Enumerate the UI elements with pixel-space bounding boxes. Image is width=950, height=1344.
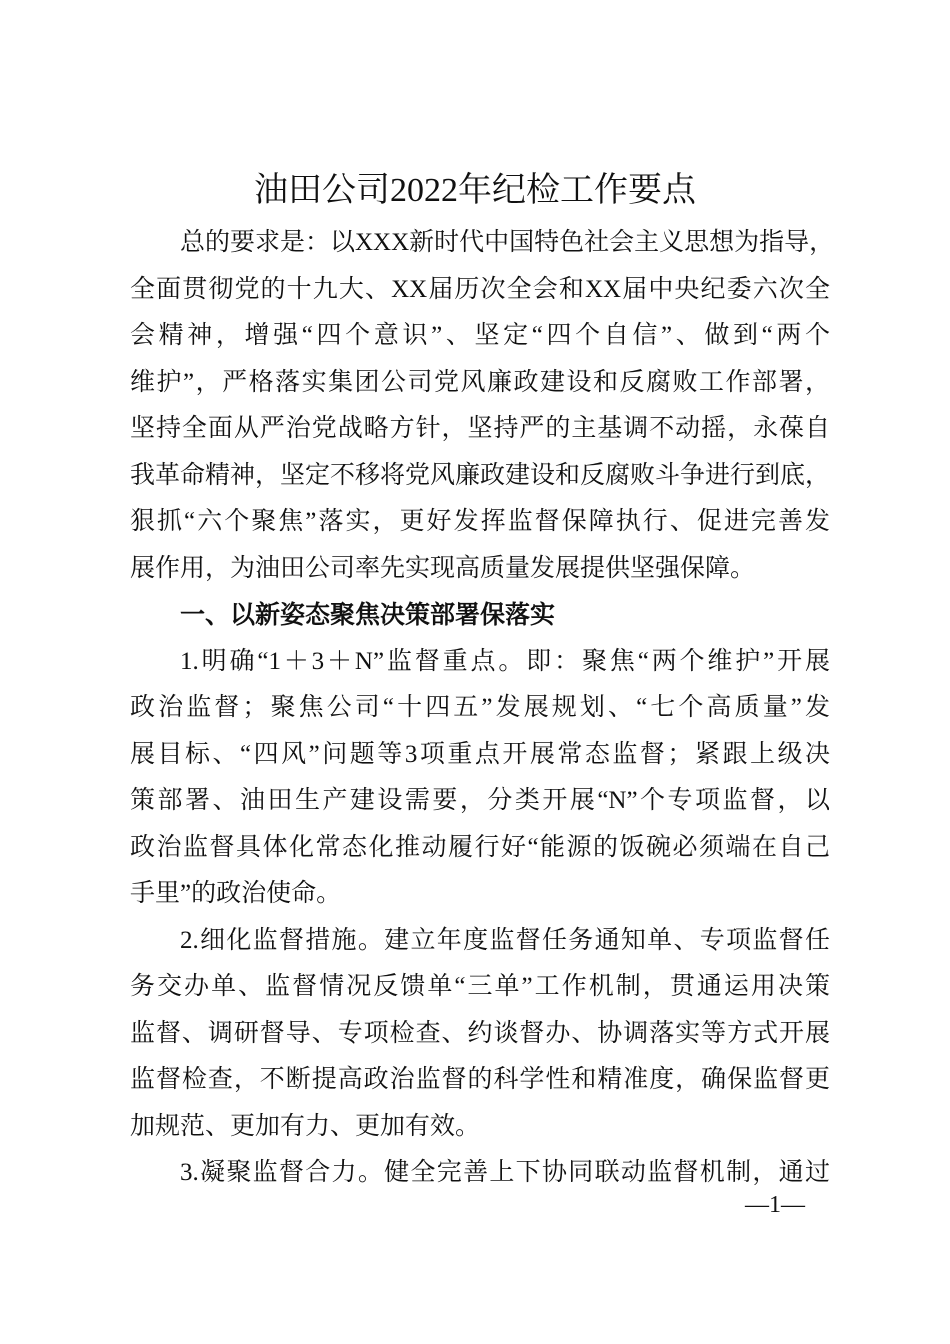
text-line: 监督、调研督导、专项检查、约谈督办、协调落实等方式开展 [130, 1019, 830, 1047]
paragraph [130, 220, 835, 592]
text-line: 2.细化监督措施。建立年度监督任务通知单、专项监督任 [180, 926, 830, 954]
text-line: 会精神，增强“四个意识”、坚定“四个自信”、做到“两个 [130, 322, 830, 349]
text-line: 1.明确“1＋3＋N”监督重点。即：聚焦“两个维护”开展 [180, 647, 830, 675]
text-line: 我革命精神，坚定不移将党风廉政建设和反腐败斗争进行到底， [130, 461, 831, 489]
text-line: 手里”的政治使命。 [130, 880, 342, 907]
text-line: 坚持全面从严治党战略方针，坚持严的主基调不动摇，永葆自 [130, 415, 830, 442]
page-number: —1— [745, 1192, 805, 1218]
text-line: 狠抓“六个聚焦”落实，更好发挥监督保障执行、促进完善发 [130, 508, 830, 535]
text-line: 一、以新姿态聚焦决策部署保落实 [180, 601, 556, 629]
document-title: 油田公司2022年纪检工作要点 [254, 172, 696, 209]
paragraph [130, 1150, 830, 1197]
text-line: 展作用，为油田公司率先实现高质量发展提供坚强保障。 [130, 554, 756, 582]
text-line: 加规范、更加有力、更加有效。 [130, 1112, 481, 1140]
section-heading [130, 592, 830, 639]
text-line: 全面贯彻党的十九大、XX届历次全会和XX届中央纪委六次全 [130, 275, 830, 303]
paragraph [130, 639, 830, 918]
document-body [130, 220, 835, 1197]
text-line: 策部署、油田生产建设需要，分类开展“N”个专项监督，以 [130, 787, 830, 814]
text-line: 务交办单、监督情况反馈单“三单”工作机制，贯通运用决策 [130, 973, 830, 1000]
text-line: 监督检查，不断提高政治监督的科学性和精准度，确保监督更 [130, 1066, 830, 1093]
text-line: 政治监督具体化常态化推动履行好“能源的饭碗必须端在自己 [130, 833, 830, 861]
paragraph [130, 918, 830, 1151]
text-line: 政治监督；聚焦公司“十四五”发展规划、“七个高质量”发 [130, 694, 830, 721]
text-line: 总的要求是：以XXX新时代中国特色社会主义思想为指导， [180, 229, 835, 256]
text-line: 3.凝聚监督合力。健全完善上下协同联动监督机制，通过 [180, 1159, 830, 1186]
text-line: 维护”，严格落实集团公司党风廉政建设和反腐败工作部署， [130, 368, 830, 396]
text-line: 展目标、“四风”问题等3项重点开展常态监督；紧跟上级决 [130, 740, 830, 768]
